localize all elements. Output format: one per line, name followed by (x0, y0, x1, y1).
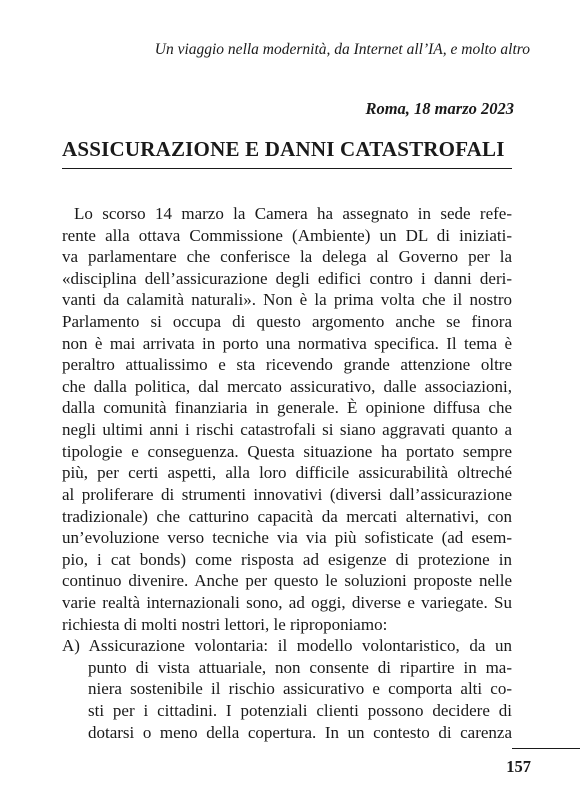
body-line: richiesta di molti nostri lettori, le riproponiamo: (62, 614, 388, 634)
list-item-a-line: niera sostenibile il rischio assicurativo e comporta alti co- (88, 679, 512, 699)
body-line: non è mai arrivata in porto una normativa specifica. Il tema è (62, 333, 512, 353)
article-body (62, 203, 512, 743)
body-line: continuo divenire. Anche per questo le soluzioni proposte nelle (62, 571, 512, 591)
list-item-a-line: punto di vista attuariale, non consente di ripartire in ma- (88, 657, 512, 677)
title-underline (62, 168, 512, 169)
body-line: «disciplina dell’assicurazione degli edifici contro i danni deri- (62, 268, 512, 288)
body-line: pio, i cat bonds) come risposta ad esigenze di protezione in (62, 549, 512, 569)
article-date: Roma, 18 marzo 2023 (365, 99, 514, 118)
body-line: un’evoluzione verso tecniche via via più sofisticate (ad esem- (62, 528, 512, 548)
list-item-a-text: Assicurazione volontaria: il modello volontaristico, da un (88, 636, 512, 656)
footer-rule (512, 748, 580, 749)
body-line: va parlamentare che conferisce la delega al Governo per la (62, 247, 512, 267)
body-line: dalla comunità finanziaria in generale. È opinione diffusa che (62, 398, 512, 418)
body-line: vanti da calamità naturali». Non è la prima volta che il nostro (62, 290, 512, 310)
body-line: Parlamento si occupa di questo argomento anche se finora (62, 312, 512, 332)
body-line: che dalla politica, dal mercato assicurativo, dalle associazioni, (62, 376, 512, 396)
body-line: peraltro attualissimo e sta ricevendo grande attenzione oltre (62, 355, 512, 375)
body-line: più, per certi aspetti, alla loro difficile assicurabilità oltreché (62, 463, 512, 483)
body-line: al proliferare di strumenti innovativi (diversi dall’assicurazione (62, 484, 512, 504)
body-line: Lo scorso 14 marzo la Camera ha assegnato in sede refe- (74, 204, 512, 223)
body-line: varie realtà internazionali sono, ad oggi, diverse e variegate. Su (62, 592, 512, 612)
page-number: 157 (506, 757, 531, 776)
list-marker-a: A) (62, 636, 80, 656)
list-item-a-line (62, 635, 512, 657)
body-line: tradizionale) che catturino capacità da mercati alternativi, con (62, 506, 512, 526)
body-line: rente alla ottava Commissione (Ambiente) un DL di iniziati- (62, 225, 512, 245)
running-header: Un viaggio nella modernità, da Internet all’IA, e molto altro (154, 41, 530, 58)
body-line: negli ultimi anni i rischi catastrofali si siano aggravati quanto a (62, 420, 512, 440)
body-line: tipologie e conseguenza. Questa situazione ha portato sempre (62, 441, 512, 461)
list-item-a-line: sti per i cittadini. I potenziali clienti possono decidere di (88, 701, 512, 721)
list-item-a-line: dotarsi o meno della copertura. In un contesto di carenza (88, 722, 512, 742)
article-title: ASSICURAZIONE E DANNI CATASTROFALI (62, 137, 505, 161)
